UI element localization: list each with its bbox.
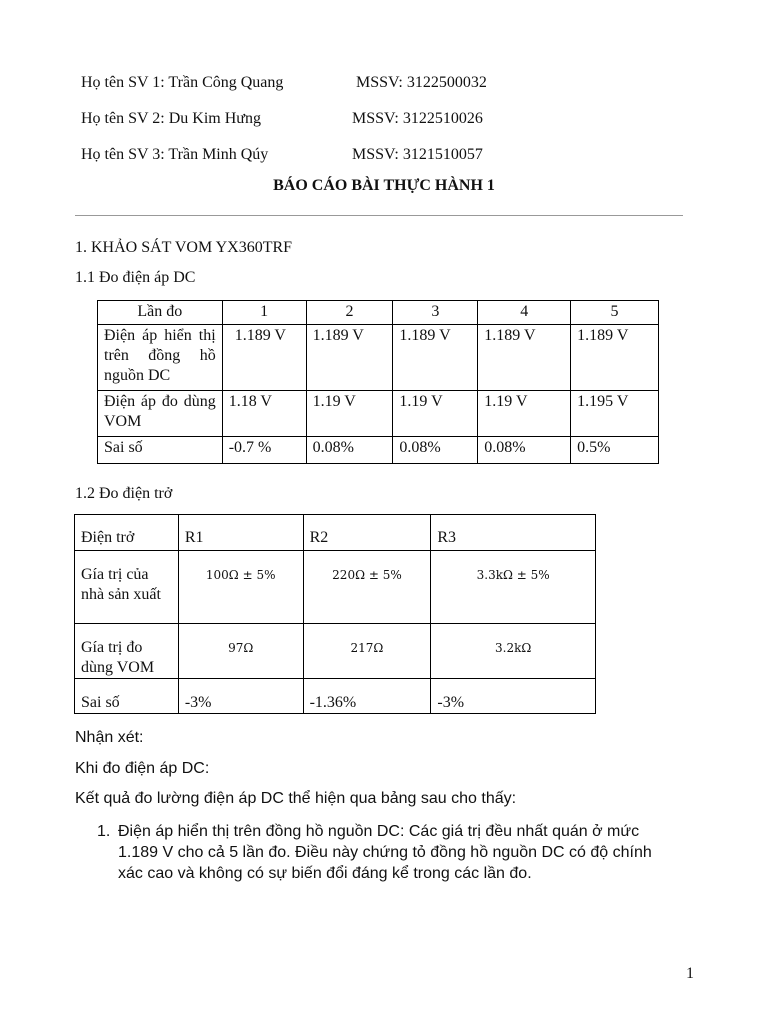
table-row bbox=[98, 437, 659, 464]
table-cell: 1.189 V bbox=[222, 325, 306, 391]
student-2-name: Họ tên SV 2: Du Kim Hưng bbox=[81, 110, 261, 127]
row-label: Gía trị đo dùng VOM bbox=[75, 624, 179, 679]
table-cell: 0.08% bbox=[393, 437, 478, 464]
table-cell: 1.19 V bbox=[478, 391, 571, 437]
dc-voltage-table bbox=[97, 300, 659, 464]
student-1-name: Họ tên SV 1: Trần Công Quang bbox=[81, 74, 284, 91]
table-header-cell: Lần đo bbox=[98, 301, 223, 325]
table-cell: 3.3kΩ ± 5% bbox=[431, 551, 596, 624]
report-title: BÁO CÁO BÀI THỰC HÀNH 1 bbox=[273, 177, 495, 194]
section12-heading: 1.2 Đo điện trở bbox=[75, 485, 173, 502]
table-cell: 1.189 V bbox=[478, 325, 571, 391]
table-header-cell: 4 bbox=[478, 301, 571, 325]
student-3-id: MSSV: 3121510057 bbox=[352, 146, 483, 163]
table-header-cell: 2 bbox=[306, 301, 393, 325]
table-header-cell: R3 bbox=[431, 515, 596, 551]
student-2-id: MSSV: 3122510026 bbox=[352, 110, 483, 127]
student-3-name: Họ tên SV 3: Trần Minh Qúy bbox=[81, 146, 269, 163]
student-1-id: MSSV: 3122500032 bbox=[356, 74, 487, 91]
table-cell: 1.19 V bbox=[393, 391, 478, 437]
dc-intro: Kết quả đo lường điện áp DC thể hiện qua bảng sau cho thấy: bbox=[75, 790, 517, 807]
table-cell: 0.08% bbox=[478, 437, 571, 464]
table-cell: -1.36% bbox=[303, 679, 431, 714]
table-cell: 3.2kΩ bbox=[431, 624, 596, 679]
page-number: 1 bbox=[686, 965, 694, 982]
table-cell: 1.189 V bbox=[571, 325, 659, 391]
dc-label: Khi đo điện áp DC: bbox=[75, 760, 210, 777]
table-row bbox=[75, 679, 596, 714]
table-header-row bbox=[75, 515, 596, 551]
horizontal-rule bbox=[75, 215, 683, 216]
table-header-cell: R2 bbox=[303, 515, 431, 551]
row-label: Điện áp hiển thị trên đồng hồ nguồn DC bbox=[98, 325, 223, 391]
remarks-label: Nhận xét: bbox=[75, 729, 144, 746]
section1-heading: 1. KHẢO SÁT VOM YX360TRF bbox=[75, 239, 293, 256]
row-label: Gía trị của nhà sản xuất bbox=[75, 551, 179, 624]
row-label: Sai số bbox=[75, 679, 179, 714]
row-label: Sai số bbox=[98, 437, 223, 464]
table-cell: -0.7 % bbox=[222, 437, 306, 464]
table-cell: 0.08% bbox=[306, 437, 393, 464]
table-row bbox=[98, 325, 659, 391]
table-header-cell: 5 bbox=[571, 301, 659, 325]
table-cell: 217Ω bbox=[303, 624, 431, 679]
table-cell: 1.189 V bbox=[393, 325, 478, 391]
resistance-table bbox=[74, 514, 596, 714]
list-number: 1. bbox=[97, 823, 111, 840]
table-header-cell: R1 bbox=[178, 515, 303, 551]
table-cell: 1.19 V bbox=[306, 391, 393, 437]
table-row bbox=[98, 391, 659, 437]
list-text: Điện áp hiển thị trên đồng hồ nguồn DC: Các giá trị đều nhất quán ở mức 1.189 V cho cả 5 lần đo. Điều này chứng tỏ đồng hồ nguồn DC có độ chính xác cao và không có sự biến đổi đáng kể trong các lần đo. bbox=[118, 823, 652, 882]
table-row bbox=[75, 551, 596, 624]
section11-heading: 1.1 Đo điện áp DC bbox=[75, 269, 196, 286]
table-header-cell: 1 bbox=[222, 301, 306, 325]
table-cell: 1.189 V bbox=[306, 325, 393, 391]
table-header-cell: Điện trở bbox=[75, 515, 179, 551]
table-cell: 220Ω ± 5% bbox=[303, 551, 431, 624]
table-cell: -3% bbox=[178, 679, 303, 714]
table-cell: -3% bbox=[431, 679, 596, 714]
table-cell: 97Ω bbox=[178, 624, 303, 679]
table-cell: 1.195 V bbox=[571, 391, 659, 437]
table-header-row bbox=[98, 301, 659, 325]
table-cell: 100Ω ± 5% bbox=[178, 551, 303, 624]
table-cell: 1.18 V bbox=[222, 391, 306, 437]
row-label: Điện áp đo dùng VOM bbox=[98, 391, 223, 437]
table-cell: 0.5% bbox=[571, 437, 659, 464]
table-header-cell: 3 bbox=[393, 301, 478, 325]
table-row bbox=[75, 624, 596, 679]
